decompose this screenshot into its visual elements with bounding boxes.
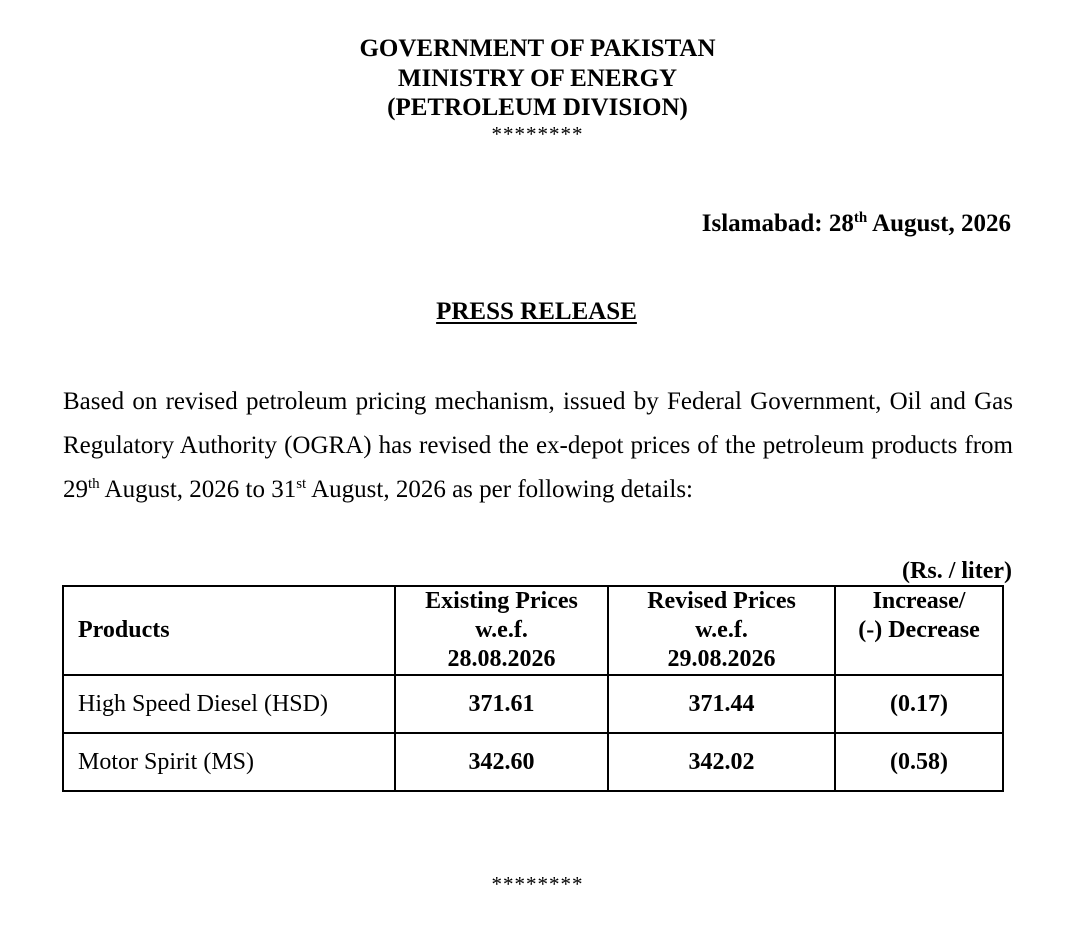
- col-header-existing-line-1: Existing Prices: [425, 588, 578, 614]
- cell-revised-price: 371.44: [608, 675, 835, 733]
- col-header-revised-line-2: w.e.f.: [695, 617, 748, 643]
- dateline-suffix: August, 2026: [867, 210, 1011, 237]
- paragraph-line-3-b: August, 2026 to 31: [99, 476, 297, 503]
- header-division: (PETROLEUM DIVISION): [387, 94, 688, 121]
- paragraph-line-3-c: August, 2026 as per following details:: [306, 476, 694, 503]
- paragraph-line-3: [63, 468, 1013, 512]
- col-header-existing: [395, 586, 608, 675]
- col-header-revised-line-1: Revised Prices: [647, 588, 796, 614]
- table-header-row: [63, 586, 1003, 675]
- paragraph-line-3-a: 29: [63, 476, 88, 503]
- price-table: [62, 585, 1004, 792]
- paragraph-line-2: Regulatory Authority (OGRA) has revised the ex-depot prices of the petroleum products from: [63, 432, 1013, 459]
- cell-product: High Speed Diesel (HSD): [63, 675, 395, 733]
- col-header-change: [835, 586, 1003, 675]
- col-header-products: Products: [63, 586, 395, 675]
- footer-separator: ********: [491, 872, 584, 896]
- paragraph-ordinal-1: th: [88, 476, 100, 492]
- col-header-existing-line-3: 28.08.2026: [447, 646, 556, 672]
- dateline: [702, 208, 1011, 240]
- cell-existing-price: 371.61: [395, 675, 608, 733]
- col-header-revised-line-3: 29.08.2026: [667, 646, 776, 672]
- header-ministry: MINISTRY OF ENERGY: [397, 65, 678, 92]
- header-separator: ********: [491, 122, 584, 146]
- col-header-change-line-1: Increase/: [872, 588, 966, 614]
- body-paragraph: [63, 380, 1013, 512]
- unit-label: (Rs. / liter): [902, 558, 1012, 584]
- dateline-ordinal: th: [853, 210, 868, 226]
- col-header-existing-line-2: w.e.f.: [475, 617, 528, 643]
- paragraph-line-1: Based on revised petroleum pricing mechanism, issued by Federal Government, Oil and Gas: [63, 388, 1013, 415]
- col-header-revised: [608, 586, 835, 675]
- table-row: [63, 675, 1003, 733]
- page-title: PRESS RELEASE: [436, 298, 637, 325]
- cell-change: (0.58): [835, 733, 1003, 791]
- cell-revised-price: 342.02: [608, 733, 835, 791]
- cell-change: (0.17): [835, 675, 1003, 733]
- col-header-change-line-2: (-) Decrease: [858, 617, 980, 643]
- table-row: [63, 733, 1003, 791]
- header-government: GOVERNMENT OF PAKISTAN: [359, 35, 716, 62]
- cell-existing-price: 342.60: [395, 733, 608, 791]
- cell-product: Motor Spirit (MS): [63, 733, 395, 791]
- paragraph-ordinal-2: st: [296, 476, 307, 492]
- dateline-prefix: Islamabad: 28: [701, 210, 854, 237]
